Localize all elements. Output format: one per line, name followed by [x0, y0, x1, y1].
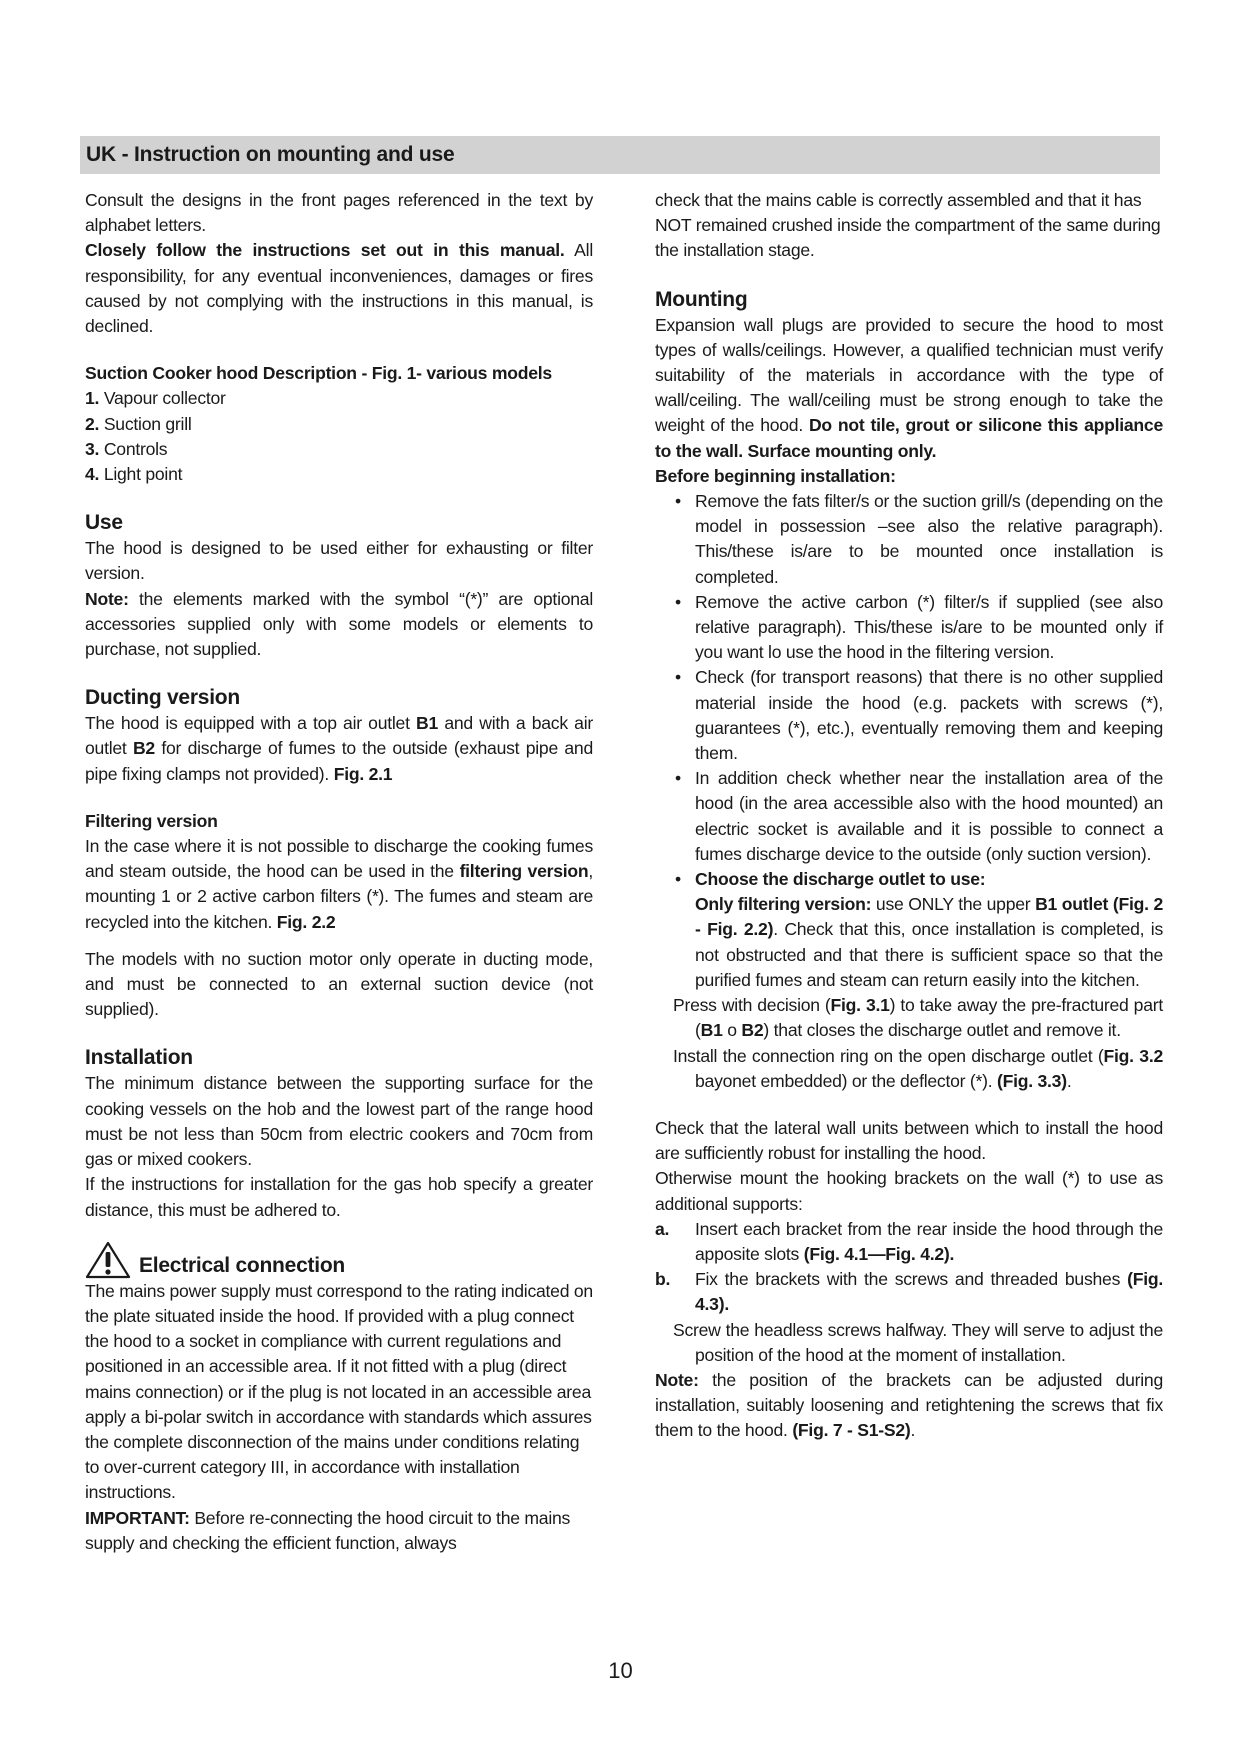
warning-icon: [85, 1241, 131, 1279]
ducting-heading: Ducting version: [85, 686, 240, 710]
list-item: • In addition check whether near the installation area of the hood (in the area accessible also with the hood mounted) an electric socket is available and it is possible to connect a fumes discharge device to the outside (only suction version).: [675, 768, 1163, 864]
filtering-only-paragraph: [655, 892, 1163, 993]
ducting-text: The hood is equipped with a top air outlet: [85, 713, 417, 734]
figure-reference: (Fig. 4.1—Fig. 4.2).: [803, 1243, 955, 1264]
note-text: .: [910, 1420, 916, 1441]
list-item: • Check (for transport reasons) that there is no other supplied material inside the hood (e.g. packets with screws (*), guarantees (*), etc.), eventually removing them and keeping them.: [675, 667, 1163, 764]
before-installation-heading: Before beginning installation:: [655, 465, 896, 486]
installation-paragraph-2: If the instructions for installation for the gas hob specify a greater distance, this must be adhered to.: [85, 1174, 593, 1220]
list-item: [85, 386, 593, 411]
note-text: the elements marked with the symbol “(*)” are optional accessories supplied only with some models or elements to purchase, not supplied.: [85, 588, 593, 660]
press-text: o: [722, 1020, 742, 1041]
figure-reference: Fig. 3.1: [830, 995, 890, 1016]
install-text: .: [1066, 1070, 1072, 1091]
choose-outlet-label: Choose the discharge outlet to use:: [695, 869, 986, 890]
filtering-heading: Filtering version: [85, 810, 218, 831]
list-item-number: 4.: [85, 464, 100, 485]
section-header-bar: [80, 136, 1160, 174]
note-label: Note:: [85, 588, 129, 609]
mounting-warning-bold: Do not tile, grout or silicone this appliance to the wall. Surface mounting only.: [655, 415, 1163, 461]
page-number: 10: [608, 1658, 633, 1683]
important-label: IMPORTANT:: [85, 1507, 190, 1528]
outlet-b1-label: B1: [700, 1020, 723, 1041]
list-item-label: Controls: [99, 438, 168, 459]
step-label: a.: [655, 1218, 670, 1239]
list-item: [655, 1217, 1163, 1267]
list-item: [85, 462, 593, 487]
list-item-label: Light point: [99, 464, 183, 485]
follow-instructions-bold: Closely follow the instructions set out in this manual.: [85, 240, 565, 261]
mounting-heading: Mounting: [655, 287, 748, 311]
figure-reference: (Fig. 4.3).: [695, 1269, 1163, 1315]
important-text: Before re-connecting the hood circuit to the mains supply and checking the efficient function, always: [85, 1507, 571, 1553]
list-item: [85, 437, 593, 462]
figure-reference: (Fig. 7 - S1-S2): [792, 1420, 911, 1441]
outlet-b1-reference: B1 outlet (Fig. 2 - Fig. 2.2): [695, 894, 1163, 940]
models-paragraph: The models with no suction motor only operate in ducting mode, and must be connected to an external suction device (not supplied).: [85, 948, 593, 1020]
press-text: ) to take away the pre-fractured part (: [695, 995, 1163, 1041]
filtering-text: , mounting 1 or 2 active carbon filters (*). The fumes and steam are recycled into the kitchen.: [85, 861, 594, 932]
list-item-label: Suction grill: [99, 413, 192, 434]
parts-list: [85, 386, 593, 487]
note-paragraph: [655, 1368, 1163, 1444]
ducting-text: and with a back air outlet: [85, 713, 593, 759]
screw-paragraph: Screw the headless screws halfway. They will serve to adjust the position of the hood at the moment of installation.: [673, 1319, 1163, 1365]
suction-description-heading: Suction Cooker hood Description - Fig. 1- various models: [85, 363, 552, 384]
list-item: [655, 1267, 1163, 1317]
continued-paragraph: check that the mains cable is correctly assembled and that it has NOT remained crushed inside the compartment of the same during the installation stage.: [655, 190, 1161, 261]
figure-reference: Fig. 2.2: [276, 911, 336, 932]
intro-paragraph: Consult the designs in the front pages referenced in the text by alphabet letters.: [85, 190, 593, 236]
figure-reference: Fig. 3.2: [1103, 1045, 1163, 1066]
mounting-paragraph: [655, 313, 1163, 464]
important-paragraph: [85, 1506, 593, 1556]
list-item: • Remove the fats filter/s or the suction grill/s (depending on the model in possession –see also the relative paragraph). This/these is/are to be mounted once installation is completed.: [675, 491, 1163, 587]
responsibility-paragraph: [85, 238, 593, 339]
note-paragraph: [85, 587, 593, 663]
figure-reference: Fig. 2.1: [333, 763, 393, 784]
list-item-number: 2.: [85, 413, 100, 434]
left-column: [85, 188, 593, 1556]
note-label: Note:: [655, 1369, 699, 1390]
filtering-version-bold: filtering version: [459, 861, 589, 882]
ducting-text: for discharge of fumes to the outside (exhaust pipe and pipe fixing clamps not provided).: [85, 738, 593, 784]
press-text: Press with decision (: [673, 995, 831, 1016]
list-item: [85, 412, 593, 437]
list-item: • Remove the active carbon (*) filter/s if supplied (see also relative paragraph). This/these is/are to be mounted only if you want lo use the hood in the filtering version.: [675, 591, 1163, 663]
filtering-paragraph: [85, 834, 593, 935]
press-text: ) that closes the discharge outlet and remove it.: [763, 1020, 1121, 1041]
lateral-paragraph: Check that the lateral wall units between which to install the hood are sufficiently robust for installing the hood.: [655, 1117, 1163, 1164]
list-item-number: 3.: [85, 438, 100, 459]
list-item-label: Vapour collector: [99, 388, 226, 409]
electrical-heading-row: [85, 1241, 593, 1279]
installation-heading: Installation: [85, 1046, 193, 1070]
outlet-b2-label: B2: [132, 738, 155, 759]
list-item-text: In addition check whether near the installation area of the hood (in the area accessible also with the hood mounted) an electric socket is available and it is possible to connect a fumes discharge device to the outside (only suction version).: [695, 768, 1163, 864]
use-heading: Use: [85, 511, 123, 535]
electrical-heading: Electrical connection: [139, 1253, 345, 1277]
ducting-paragraph: [85, 711, 593, 787]
filtering-only-text: use ONLY the upper: [871, 894, 1036, 915]
use-paragraph: The hood is designed to be used either for exhausting or filter version.: [85, 538, 593, 584]
responsibility-text: All responsibility, for any eventual inconveniences, damages or fires caused by not complying with the instructions in this manual, is declined.: [85, 240, 593, 337]
filtering-only-label: Only filtering version:: [695, 894, 872, 915]
step-text: Insert each bracket from the rear inside the hood through the apposite slots: [695, 1218, 1163, 1264]
page-title: UK - Instruction on mounting and use: [86, 143, 455, 166]
figure-reference: (Fig. 3.3): [996, 1070, 1067, 1091]
preparation-list: [655, 489, 1163, 892]
list-item-text: Remove the fats filter/s or the suction grill/s (depending on the model in possession –see also the relative paragraph). This/these is/are to be mounted once installation is completed.: [695, 491, 1163, 587]
installation-paragraph: The minimum distance between the supporting surface for the cooking vessels on the hob and the lowest part of the range hood must be not less than 50cm from electric cookers and 70cm from gas or mixed cookers.: [85, 1073, 593, 1170]
outlet-b2-label: B2: [741, 1020, 764, 1041]
install-text: bayonet embedded) or the deflector (*).: [695, 1070, 997, 1091]
electrical-paragraph: The mains power supply must correspond to the rating indicated on the plate situated inside the hood. If provided with a plug connect the hood to a socket in compliance with current regulations and positioned in an accessible area. If it not fitted with a plug (direct mains connection) or if the plug is not located in an accessible area apply a bi-polar switch in accordance with standards which assures the complete disconnection of the mains under conditions relating to over-current category III, in accordance with installation instructions.: [85, 1280, 593, 1503]
note-text: the position of the brackets can be adjusted during installation, suitably loosening and retightening the screws that fix them to the hood.: [655, 1369, 1163, 1441]
mounting-text: Expansion wall plugs are provided to secure the hood to most types of walls/ceilings. However, a qualified technician must verify suitability of the materials in accordance with the type of wall/ceiling. The wall/ceiling must be strong enough to take the weight of the hood.: [655, 314, 1163, 436]
list-item-text: Check (for transport reasons) that there is no other supplied material inside the hood (e.g. packets with screws (*), guarantees (*), etc.), eventually removing them and keeping them.: [695, 667, 1163, 764]
step-label: b.: [655, 1269, 671, 1290]
bracket-steps: [655, 1217, 1163, 1318]
install-ring-paragraph: [655, 1044, 1163, 1094]
filtering-text: In the case where it is not possible to discharge the cooking fumes and steam outside, the hood can be used in the: [85, 836, 593, 882]
step-text: Fix the brackets with the screws and threaded bushes: [695, 1269, 1128, 1290]
right-column: [655, 188, 1163, 1444]
list-item-number: 1.: [85, 388, 100, 409]
otherwise-paragraph: Otherwise mount the hooking brackets on the wall (*) to use as additional supports:: [655, 1168, 1163, 1214]
list-item: • Choose the discharge outlet to use:: [675, 869, 986, 890]
install-text: Install the connection ring on the open discharge outlet (: [673, 1045, 1104, 1066]
list-item-text: Remove the active carbon (*) filter/s if supplied (see also relative paragraph). This/these is/are to be mounted only if you want lo use the hood in the filtering version.: [695, 591, 1163, 663]
outlet-b1-label: B1: [416, 713, 439, 734]
filtering-only-text: . Check that this, once installation is completed, is not obstructed and that there is sufficient space so that the purified fumes and steam can return easily into the kitchen.: [695, 919, 1163, 990]
press-paragraph: [655, 993, 1163, 1043]
